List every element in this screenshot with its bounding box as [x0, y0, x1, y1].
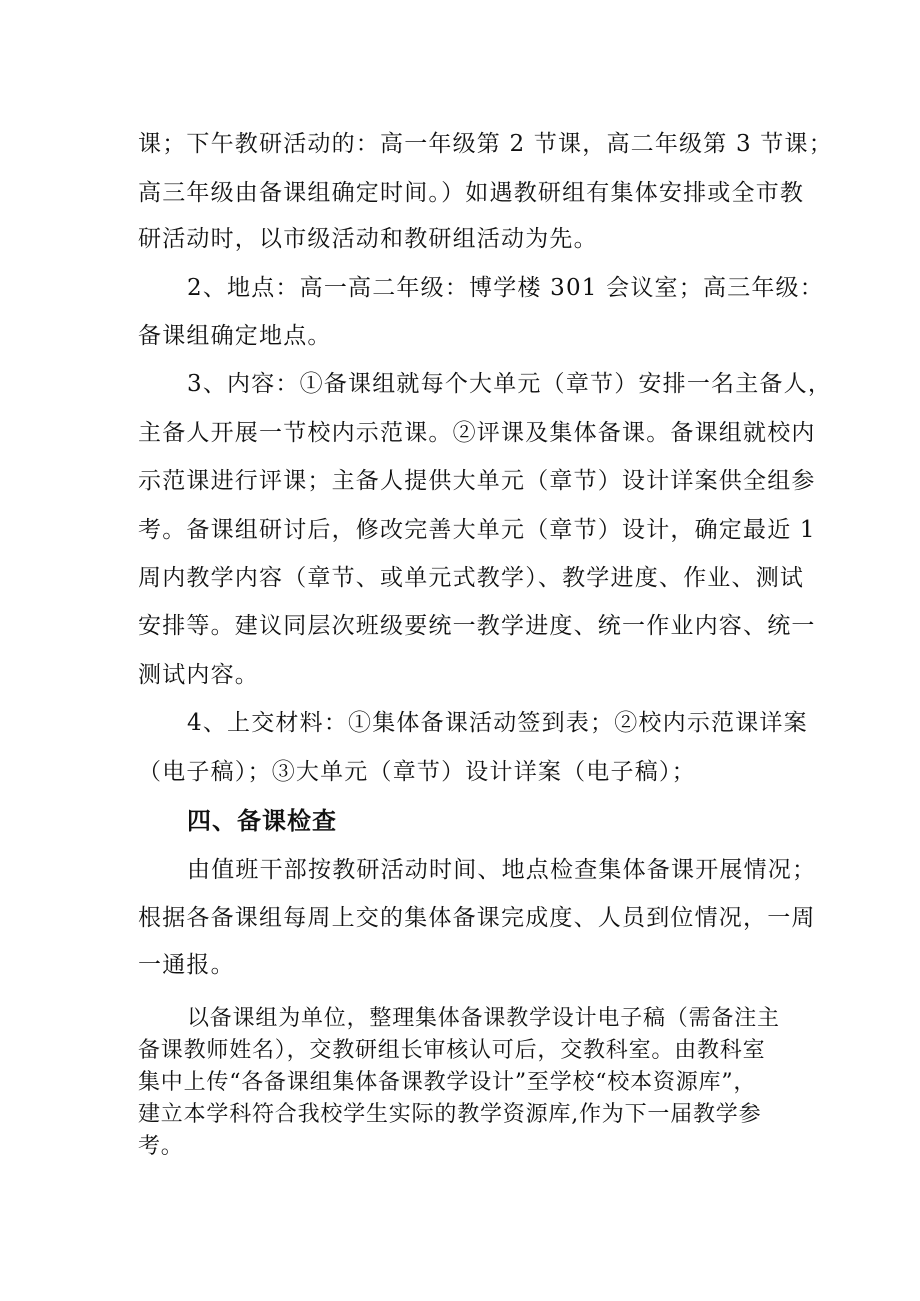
submission-item: 4、上交材料：①集体备课活动签到表；②校内示范课详案	[187, 710, 808, 736]
text-line: 课；下午教研活动的：高一年级第 2 节课，高二年级第 3 节课；	[138, 131, 833, 157]
text-line: 研活动时，以市级活动和教研组活动为先。	[138, 226, 598, 252]
text-line: 周内教学内容（章节、或单元式教学）、教学进度、作业、测试	[138, 565, 805, 591]
text-line: 考。备课组研讨后，修改完善大单元（章节）设计，确定最近 1	[138, 517, 816, 543]
content-item: 3、内容：①备课组就每个大单元（章节）安排一名主备人，	[187, 371, 833, 397]
text-line: 考。	[138, 1134, 184, 1159]
text-line: 备课组确定地点。	[138, 323, 332, 349]
text-line: 一通报。	[138, 952, 235, 978]
text-line: 主备人开展一节校内示范课。②评课及集体备课。备课组就校内	[138, 420, 816, 446]
text-line: （电子稿）；③大单元（章节）设计详案（电子稿）；	[138, 759, 696, 785]
text-line: 高三年级由备课组确定时间。）如遇教研组有集体安排或全市教	[138, 180, 805, 206]
location-item: 2、地点：高一高二年级：博学楼 301 会议室；高三年级：	[187, 275, 824, 301]
section-heading: 四、备课检查	[187, 807, 337, 835]
text-line: 集中上传“各备课组集体备课教学设计”至学校“校本资源库”，	[138, 1070, 757, 1095]
text-line: 测试内容。	[138, 662, 259, 688]
text-line: 建立本学科符合我校学生实际的教学资源库,作为下一届教学参	[138, 1102, 762, 1127]
text-line: 备课教师姓名），交教研组长审核认可后，交教科室。由教科室	[138, 1038, 766, 1063]
text-line: 示范课进行评课；主备人提供大单元（章节）设计详案供全组参	[138, 468, 816, 494]
text-line: 以备课组为单位，整理集体备课教学设计电子稿（需备注主	[187, 1006, 780, 1031]
text-line: 根据各备课组每周上交的集体备课完成度、人员到位情况，一周	[138, 905, 816, 931]
text-line: 安排等。建议同层次班级要统一教学进度、统一作业内容、统一	[138, 613, 816, 639]
text-line: 由值班干部按教研活动时间、地点检查集体备课开展情况；	[187, 857, 817, 883]
